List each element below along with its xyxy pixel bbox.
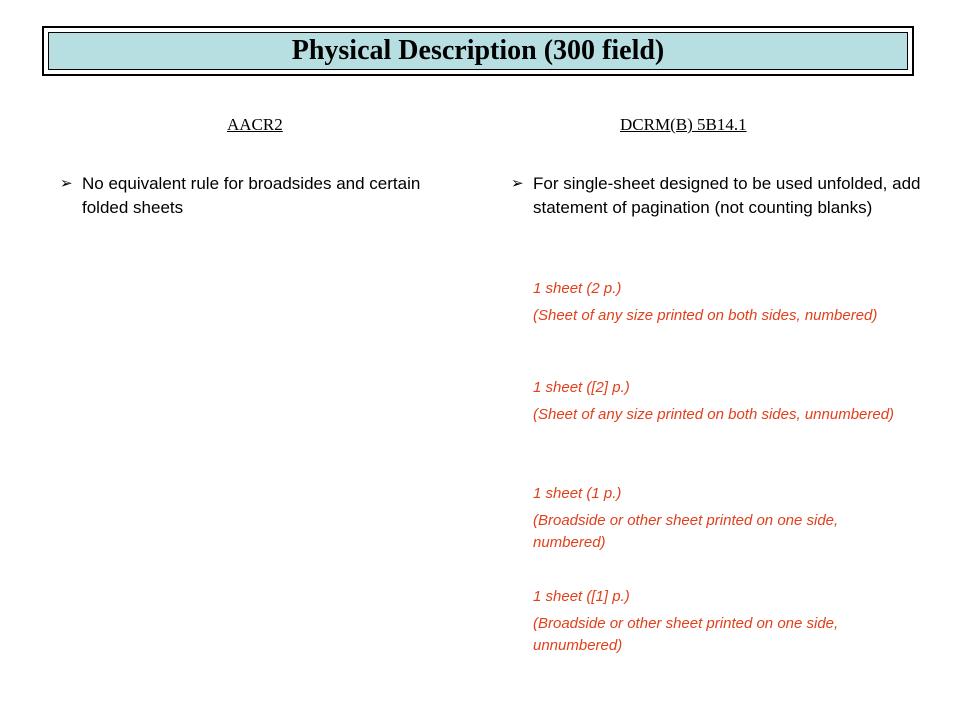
- right-bullet-text: For single-sheet designed to be used unfolded, add statement of pagination (not counting blanks): [533, 174, 921, 217]
- example-description-1: (Sheet of any size printed on both sides, numbered): [533, 307, 878, 324]
- example-statement-3: 1 sheet (1 p.): [533, 485, 622, 502]
- arrow-bullet-icon: ➢: [511, 175, 524, 192]
- right-column-heading: DCRM(B) 5B14.1: [620, 115, 747, 134]
- example-description-3: (Broadside or other sheet printed on one side, numbered): [533, 512, 839, 551]
- example-description-4: (Broadside or other sheet printed on one side, unnumbered): [533, 615, 839, 654]
- example-description-2: (Sheet of any size printed on both sides, unnumbered): [533, 406, 895, 423]
- example-statement-4: 1 sheet ([1] p.): [533, 588, 630, 605]
- left-column-heading: AACR2: [227, 115, 283, 134]
- right-bullet-item: [511, 172, 931, 220]
- arrow-bullet-icon: ➢: [60, 175, 73, 192]
- title-banner: [42, 26, 914, 76]
- example-statement-1: 1 sheet (2 p.): [533, 280, 622, 297]
- title-banner-fill: [48, 32, 908, 70]
- left-bullet-text: No equivalent rule for broadsides and certain folded sheets: [82, 174, 421, 217]
- page-title: Physical Description (300 field): [291, 35, 665, 66]
- left-bullet-item: [60, 172, 460, 220]
- example-statement-2: 1 sheet ([2] p.): [533, 379, 630, 396]
